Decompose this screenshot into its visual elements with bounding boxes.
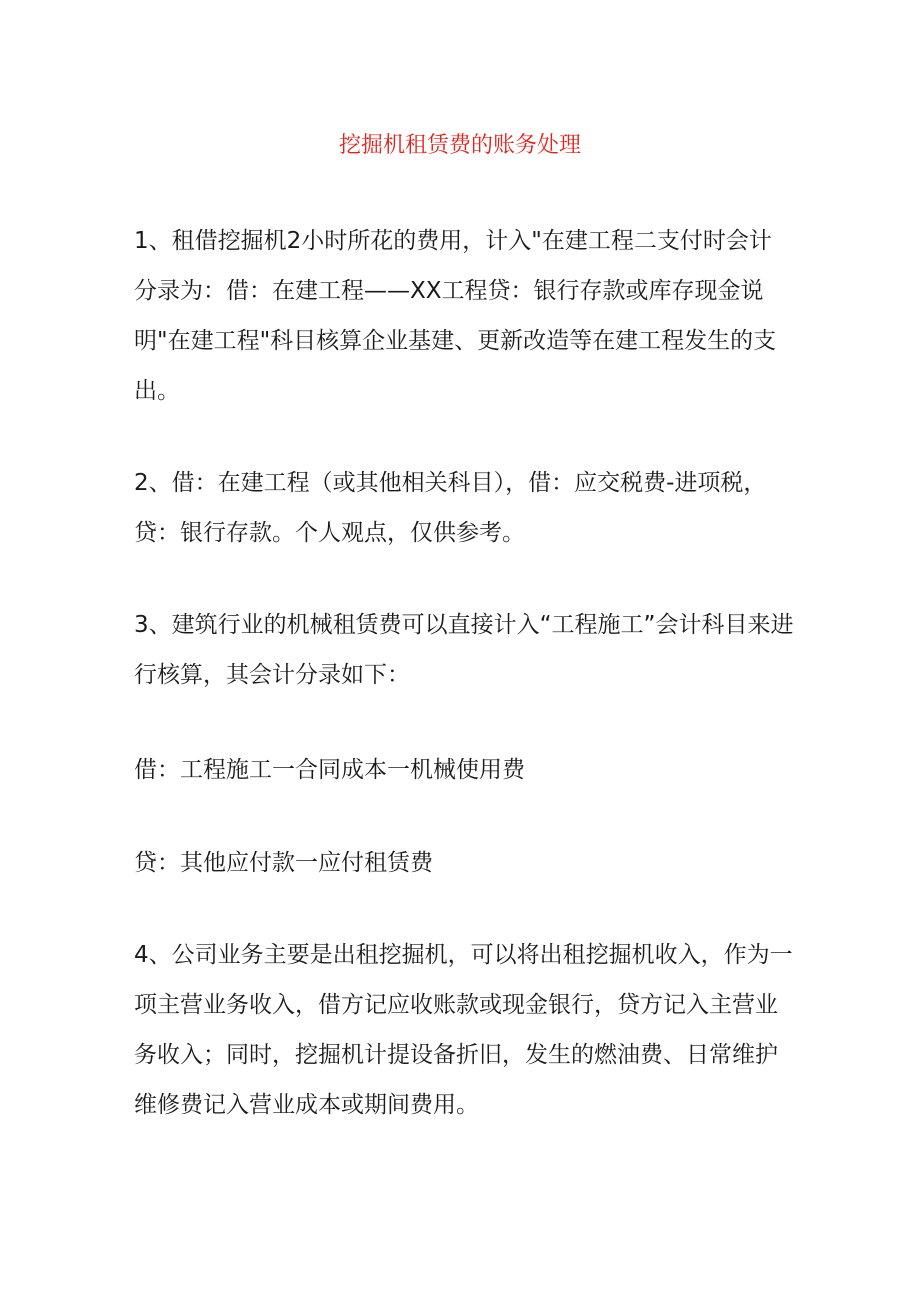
- paragraph-4: 4、公司业务主要是出租挖掘机，可以将出租挖掘机收入，作为一项主营业务收入，借方记应收账款或现金银行，贷方记入主营业务收入；同时，挖掘机计提设备折旧，发生的燃油费、日常维护维修费记入营业成本或期间费用。: [134, 942, 793, 1118]
- paragraph-3: 3、建筑行业的机械租赁费可以直接计入“工程施工”会计科目来进行核算，其会计分录如下：: [134, 612, 794, 688]
- journal-entry-debit: 借：工程施工一合同成本一机械使用费: [134, 757, 525, 783]
- journal-entry-credit: 贷：其他应付款一应付租赁费: [134, 850, 433, 876]
- paragraph-1: 1、租借挖掘机2小时所花的费用，计入"在建工程二支付时会计分录为：借：在建工程——XX工程贷：银行存款或库存现金说明"在建工程"科目核算企业基建、更新改造等在建工程发生的支出。: [134, 228, 777, 404]
- document-title: 挖掘机租赁费的账务处理: [338, 133, 581, 158]
- paragraph-2: 2、借：在建工程（或其他相关科目），借：应交税费-进项税，贷：银行存款。个人观点，仅供参考。: [134, 470, 767, 546]
